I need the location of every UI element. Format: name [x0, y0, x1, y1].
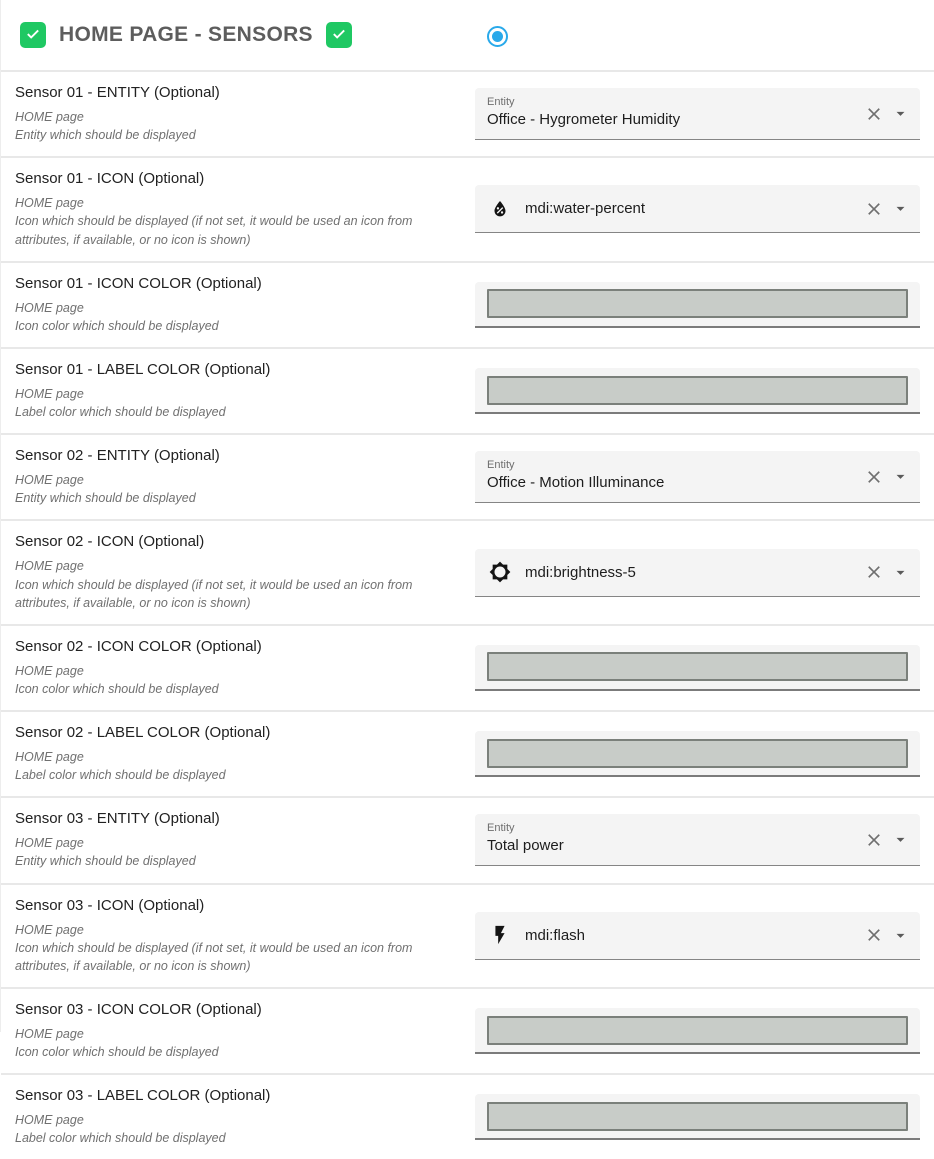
icon-select-field[interactable] [475, 185, 920, 233]
clear-icon[interactable] [864, 467, 884, 487]
setting-text-block [15, 158, 465, 260]
field-value: Office - Motion Illuminance [487, 474, 665, 492]
checked-checkbox-icon[interactable] [326, 22, 352, 48]
config-row [1, 261, 934, 347]
setting-field-area [475, 88, 920, 140]
setting-text-block [15, 626, 465, 710]
field-actions [864, 104, 910, 124]
field-floating-label: Entity [487, 822, 515, 835]
clear-icon[interactable] [864, 199, 884, 219]
color-input[interactable] [487, 739, 908, 768]
setting-title: Sensor 01 - ICON COLOR (Optional) [15, 274, 262, 292]
section-header [1, 0, 934, 70]
field-actions [864, 925, 910, 945]
setting-text-block [15, 349, 465, 433]
setting-field-area [475, 1094, 920, 1140]
chevron-down-icon[interactable] [891, 830, 910, 849]
config-row [1, 70, 934, 156]
setting-field-area [475, 912, 920, 960]
field-floating-label: Entity [487, 96, 515, 109]
color-input[interactable] [487, 376, 908, 405]
setting-text-block [15, 798, 465, 882]
setting-title: Sensor 02 - LABEL COLOR (Optional) [15, 724, 271, 741]
setting-text-block [15, 521, 465, 623]
setting-title: Sensor 01 - ENTITY (Optional) [15, 84, 220, 101]
setting-subtitle: HOME page [15, 836, 84, 851]
setting-text-block [15, 989, 465, 1073]
field-actions [864, 467, 910, 487]
color-input[interactable] [487, 1016, 908, 1045]
setting-text-block [15, 435, 465, 519]
color-field-container [475, 1094, 920, 1140]
chevron-down-icon[interactable] [891, 199, 910, 218]
setting-description: Label color which should be displayed [15, 405, 226, 419]
setting-text-block [15, 263, 465, 347]
clear-icon[interactable] [864, 104, 884, 124]
setting-subtitle: HOME page [15, 386, 84, 401]
setting-subtitle: HOME page [15, 1026, 84, 1041]
config-row [1, 519, 934, 623]
config-row [1, 1073, 934, 1159]
setting-title: Sensor 01 - ICON (Optional) [15, 170, 205, 188]
setting-title: Sensor 02 - ICON (Optional) [15, 533, 205, 551]
color-input[interactable] [487, 652, 908, 681]
setting-text-block [15, 712, 465, 796]
setting-field-area [475, 368, 920, 414]
setting-description: Entity which should be displayed [15, 854, 196, 869]
config-row [1, 433, 934, 519]
chevron-down-icon[interactable] [891, 104, 910, 123]
setting-subtitle: HOME page [15, 300, 84, 315]
setting-subtitle: HOME page [15, 110, 84, 124]
water-percent-icon [489, 198, 511, 220]
config-row [1, 987, 934, 1073]
field-value: Total power [487, 837, 564, 855]
config-row [1, 710, 934, 796]
clear-icon[interactable] [864, 830, 884, 850]
setting-field-area [475, 645, 920, 691]
setting-description: Entity which should be displayed [15, 128, 196, 143]
setting-description: Entity which should be displayed [15, 491, 196, 506]
config-row [1, 347, 934, 433]
field-actions [864, 199, 910, 219]
field-actions [864, 830, 910, 850]
setting-text-block [15, 72, 465, 156]
setting-text-block [15, 885, 465, 987]
config-row [1, 883, 934, 987]
color-input[interactable] [487, 289, 908, 318]
field-value: mdi:flash [525, 926, 586, 944]
setting-text-block [15, 1075, 465, 1159]
setting-field-area [475, 451, 920, 503]
field-value: mdi:water-percent [525, 200, 646, 218]
setting-title: Sensor 01 - LABEL COLOR (Optional) [15, 360, 271, 378]
entity-select-field[interactable] [475, 88, 920, 140]
setting-title: Sensor 02 - ICON COLOR (Optional) [15, 637, 262, 655]
setting-subtitle: HOME page [15, 559, 84, 574]
field-floating-label: Entity [487, 459, 515, 472]
field-actions [864, 562, 910, 582]
setting-title: Sensor 03 - ICON COLOR (Optional) [15, 1000, 262, 1018]
setting-description: Icon color which should be displayed [15, 1045, 219, 1059]
setting-description: Label color which should be displayed [15, 1131, 226, 1146]
radio-button-selected[interactable] [487, 26, 508, 47]
setting-description: Icon color which should be displayed [15, 681, 219, 696]
setting-description: Icon which should be displayed (if not set, it would be used an icon from attributes, if available, or no icon is shown) [15, 577, 413, 610]
setting-title: Sensor 03 - ICON (Optional) [15, 896, 205, 914]
entity-select-field[interactable] [475, 814, 920, 866]
setting-field-area [475, 282, 920, 328]
setting-description: Icon color which should be displayed [15, 318, 219, 333]
setting-subtitle: HOME page [15, 750, 84, 764]
icon-select-field[interactable] [475, 549, 920, 597]
icon-select-field[interactable] [475, 912, 920, 960]
color-field-container [475, 645, 920, 691]
radio-dot [492, 31, 503, 42]
config-row [1, 156, 934, 260]
setting-subtitle: HOME page [15, 663, 84, 678]
clear-icon[interactable] [864, 562, 884, 582]
field-value: mdi:brightness-5 [525, 563, 636, 581]
setting-description: Icon which should be displayed (if not set, it would be used an icon from attributes, if available, or no icon is shown) [15, 940, 413, 973]
config-row [1, 796, 934, 882]
settings-list [1, 70, 934, 1159]
clear-icon[interactable] [864, 925, 884, 945]
color-field-container [475, 368, 920, 414]
setting-title: Sensor 03 - ENTITY (Optional) [15, 810, 220, 828]
color-field-container [475, 1008, 920, 1054]
setting-subtitle: HOME page [15, 922, 84, 937]
chevron-down-icon[interactable] [891, 563, 910, 582]
field-value: Office - Hygrometer Humidity [487, 111, 681, 129]
setting-subtitle: HOME page [15, 473, 84, 488]
color-field-container [475, 731, 920, 777]
setting-field-area [475, 731, 920, 777]
chevron-down-icon[interactable] [891, 467, 910, 486]
page-title: HOME PAGE - SENSORS [59, 23, 313, 46]
setting-field-area [475, 549, 920, 597]
setting-title: Sensor 03 - LABEL COLOR (Optional) [15, 1087, 271, 1105]
setting-subtitle: HOME page [15, 196, 84, 211]
setting-title: Sensor 02 - ENTITY (Optional) [15, 447, 220, 465]
checked-checkbox-icon[interactable] [20, 22, 46, 48]
setting-subtitle: HOME page [15, 1113, 84, 1128]
chevron-down-icon[interactable] [891, 926, 910, 945]
entity-select-field[interactable] [475, 451, 920, 503]
flash-icon [489, 924, 511, 946]
config-row [1, 624, 934, 710]
setting-field-area [475, 1008, 920, 1054]
setting-description: Label color which should be displayed [15, 768, 226, 783]
setting-field-area [475, 185, 920, 233]
setting-description: Icon which should be displayed (if not set, it would be used an icon from attributes, if available, or no icon is shown) [15, 214, 413, 247]
color-input[interactable] [487, 1102, 908, 1131]
color-field-container [475, 282, 920, 328]
brightness-5-icon [489, 561, 511, 583]
setting-field-area [475, 814, 920, 866]
